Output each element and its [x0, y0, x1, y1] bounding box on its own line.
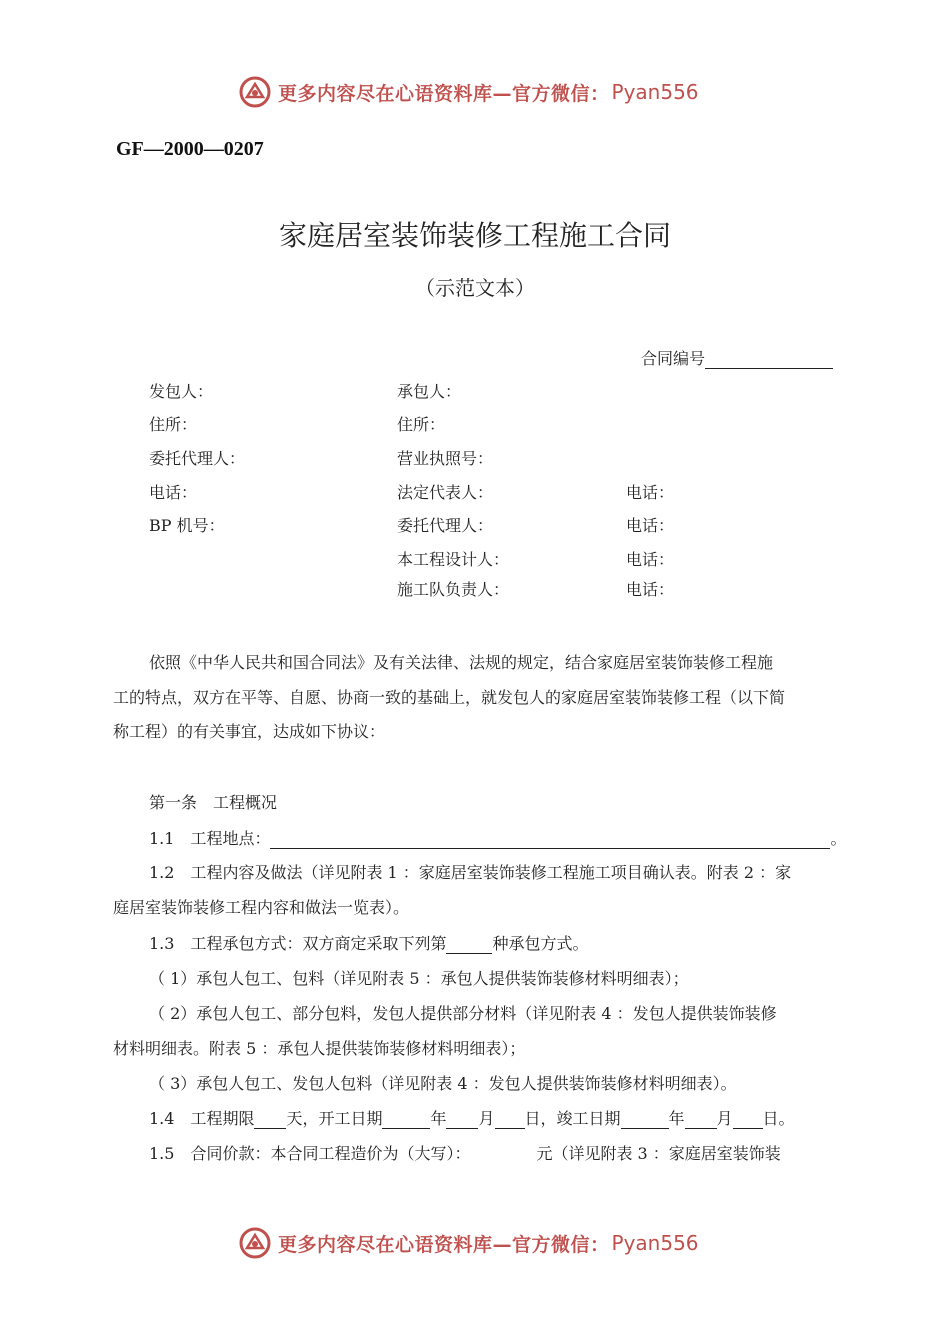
clause-1-5-text-b: 元（详见附表 3 ：家庭居室装饰装 [536, 1144, 781, 1163]
watermark-text: 更多内容尽在心语资料库—官方微信： [278, 1233, 610, 1256]
contract-number-field [641, 346, 833, 369]
end-year-blank [621, 1110, 669, 1129]
crew-leader-label: 施工队负责人： [397, 580, 510, 599]
duration-days-blank [254, 1110, 286, 1129]
clause-1-1-label: 1.1 工程地点： [149, 829, 271, 848]
clause-1-3-text-a: 1.3 工程承包方式：双方商定采取下列第 [149, 934, 447, 953]
watermark-handle: Pyan556 [611, 1231, 699, 1255]
watermark-logo-icon [238, 75, 272, 109]
watermark-text: 更多内容尽在心语资料库—官方微信： [278, 82, 610, 105]
contractor-label: 承包人： [397, 382, 462, 401]
clause-1-4-end: 日。 [762, 1109, 795, 1128]
end-day-blank [733, 1110, 763, 1129]
employer-label: 发包人： [149, 382, 214, 401]
contractor-agent-label: 委托代理人： [397, 516, 494, 535]
employer-bp-label: BP 机号： [149, 516, 225, 535]
preamble-line-1: 依照《中华人民共和国合同法》及有关法律、法规的规定，结合家庭居室装饰装修工程施 [149, 653, 774, 672]
clause-1-5-text-a: 1.5 合同价款：本合同工程造价为（大写）： [149, 1144, 471, 1163]
end-month-blank [685, 1110, 717, 1129]
document-code: GF—2000—0207 [116, 138, 264, 160]
option-2-line-1: （ 2）承包人包工、部分包料，发包人提供部分材料（详见附表 4 ：发包人提供装饰装修 [149, 1004, 777, 1023]
end-date-label: 日，竣工日期 [524, 1109, 621, 1128]
legal-rep-phone-label: 电话： [626, 483, 675, 502]
designer-label: 本工程设计人： [397, 550, 510, 569]
start-year-unit: 年 [430, 1109, 447, 1128]
employer-phone-label: 电话： [149, 483, 198, 502]
site-address-blank [270, 830, 830, 849]
employer-address-label: 住所： [149, 415, 198, 434]
clause-1-4-label: 1.4 工程期限 [149, 1109, 255, 1128]
contractor-address-label: 住所： [397, 415, 446, 434]
contract-number-blank [705, 350, 833, 369]
document-title: 家庭居室装饰装修工程施工合同 [278, 219, 671, 252]
article-1-heading: 第一条 工程概况 [149, 793, 278, 812]
clause-1-1-end: 。 [830, 829, 847, 848]
clause-1-3-text-b: 种承包方式。 [492, 934, 589, 953]
start-month-unit: 月 [478, 1109, 495, 1128]
watermark-bottom [238, 1223, 699, 1263]
start-date-label: 天，开工日期 [286, 1109, 383, 1128]
watermark-logo-icon [238, 1226, 272, 1260]
option-2-line-2: 材料明细表。附表 5 ：承包人提供装饰装修材料明细表）； [113, 1039, 526, 1058]
document-subtitle: （示范文本） [415, 276, 535, 300]
designer-phone-label: 电话： [626, 550, 675, 569]
start-day-blank [495, 1110, 525, 1129]
clause-1-2-line-2: 庭居室装饰装修工程内容和做法一览表）。 [113, 898, 410, 917]
contract-number-label: 合同编号 [641, 349, 706, 368]
preamble-line-2: 工的特点，双方在平等、自愿、协商一致的基础上，就发包人的家庭居室装饰装修工程（以下简 [113, 688, 786, 707]
start-year-blank [382, 1110, 430, 1129]
clause-1-3 [149, 931, 588, 954]
end-month-unit: 月 [716, 1109, 733, 1128]
option-1: （ 1）承包人包工、包料（详见附表 5 ：承包人提供装饰装修材料明细表）； [149, 969, 689, 988]
option-3: （ 3）承包人包工、发包人包料（详见附表 4 ：发包人提供装饰装修材料明细表）。 [149, 1074, 737, 1093]
contractor-agent-phone-label: 电话： [626, 516, 675, 535]
legal-rep-label: 法定代表人： [397, 483, 494, 502]
watermark-handle: Pyan556 [611, 80, 699, 104]
clause-1-2-line-1: 1.2 工程内容及做法（详见附表 1 ：家庭居室装饰装修工程施工项目确认表。附表 2 ：家 [149, 863, 792, 882]
watermark-top [238, 72, 699, 112]
crew-leader-phone-label: 电话： [626, 580, 675, 599]
employer-agent-label: 委托代理人： [149, 449, 246, 468]
clause-1-5 [149, 1141, 781, 1164]
clause-1-1 [149, 826, 846, 849]
contract-mode-blank [446, 935, 492, 954]
start-month-blank [446, 1110, 478, 1129]
preamble-line-3: 称工程）的有关事宜，达成如下协议： [113, 722, 386, 741]
end-year-unit: 年 [668, 1109, 685, 1128]
clause-1-4 [149, 1106, 795, 1129]
business-license-label: 营业执照号： [397, 449, 494, 468]
